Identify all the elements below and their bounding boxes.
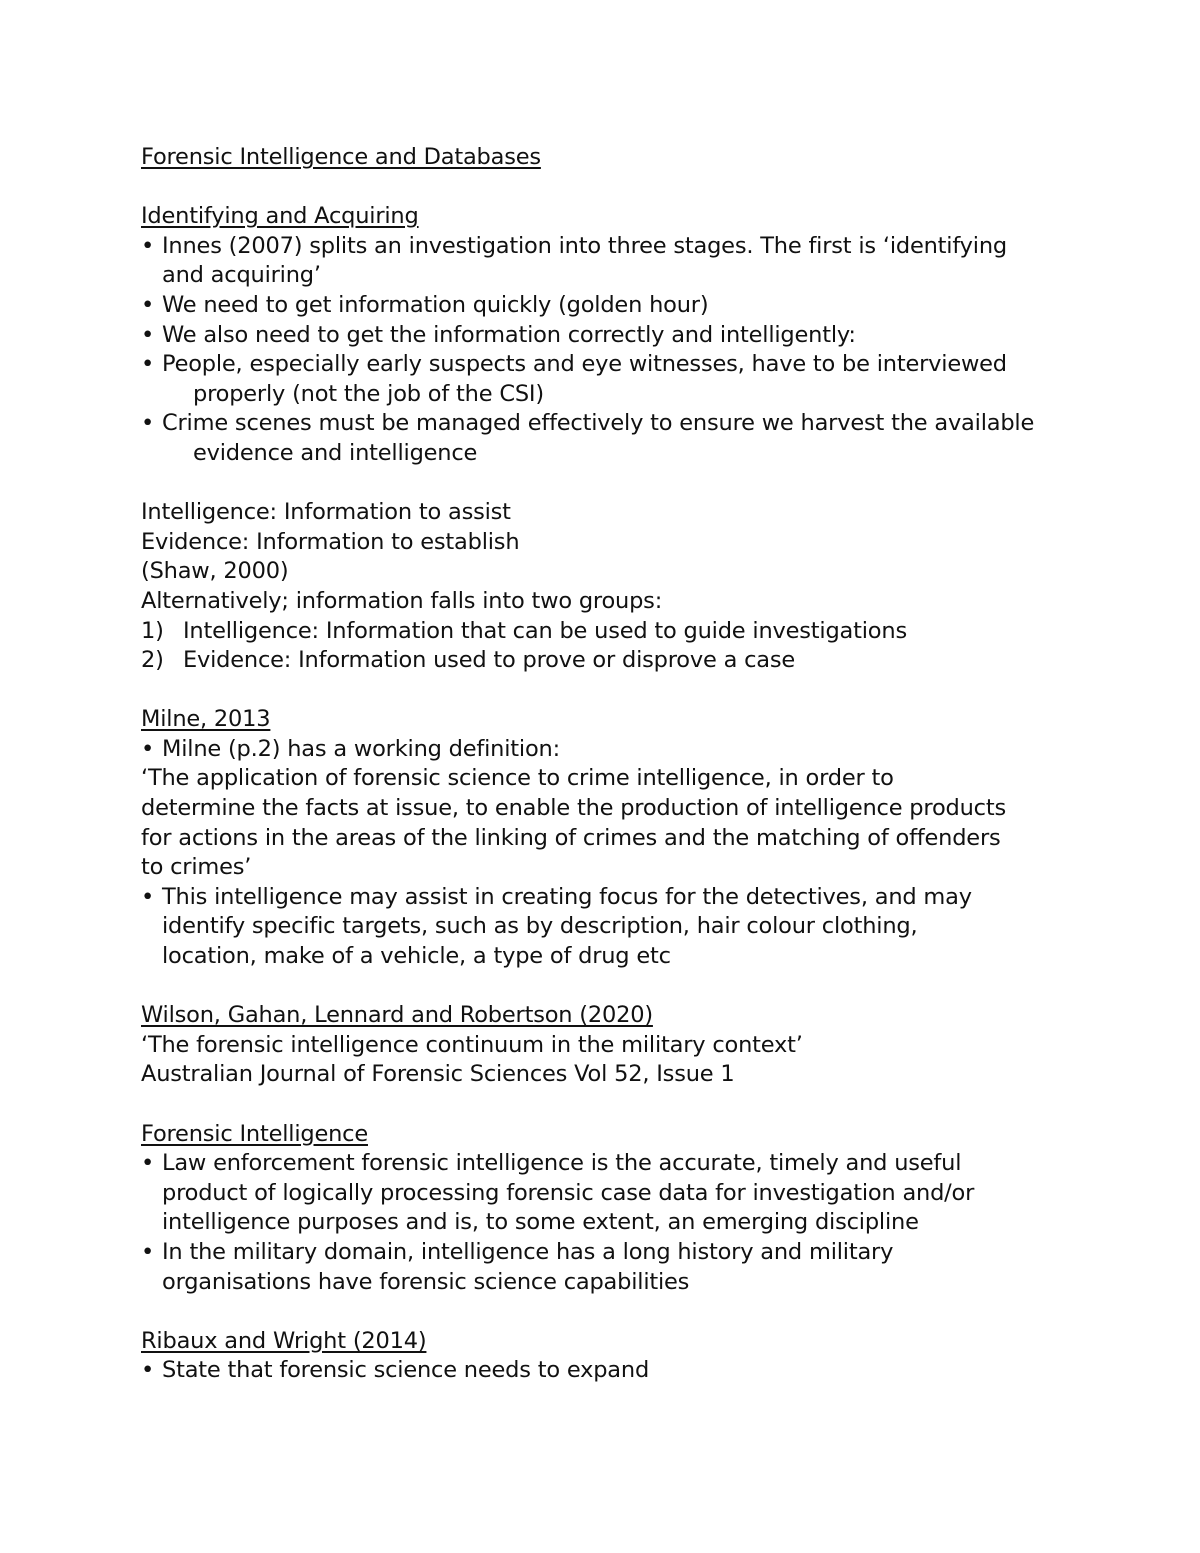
item-text: Intelligence: Information that can be used to guide investigations bbox=[183, 617, 907, 644]
document-title: Forensic Intelligence and Databases bbox=[141, 144, 541, 170]
document-page bbox=[141, 143, 1101, 1386]
text-line: Alternatively; information falls into two groups: bbox=[141, 587, 663, 614]
journal-reference: Australian Journal of Forensic Sciences Vol 52, Issue 1 bbox=[141, 1061, 735, 1088]
article-title: ‘The forensic intelligence continuum in the military context’ bbox=[141, 1031, 803, 1058]
section-heading-wilson: Wilson, Gahan, Lennard and Robertson (2020) bbox=[141, 1002, 653, 1029]
numbered-item bbox=[141, 646, 1101, 676]
item-number: 1) bbox=[141, 617, 164, 644]
section-heading-ribaux: Ribaux and Wright (2014) bbox=[141, 1327, 427, 1354]
bullet-continuation: product of logically processing forensic case data for investigation and/or bbox=[162, 1179, 975, 1206]
bullet-item: • People, especially early suspects and eye witnesses, have to be interviewed bbox=[141, 350, 1101, 380]
bullet-item: • Innes (2007) splits an investigation into three stages. The first is ‘identifying bbox=[141, 232, 1101, 262]
definition-evidence: Evidence: Information to establish bbox=[141, 528, 520, 555]
bullet-continuation: and acquiring’ bbox=[162, 262, 321, 289]
quote-line: determine the facts at issue, to enable the production of intelligence products bbox=[141, 795, 1006, 822]
spacer bbox=[141, 1297, 1101, 1327]
item-text: Evidence: Information used to prove or disprove a case bbox=[183, 647, 796, 674]
bullet-continuation: evidence and intelligence bbox=[193, 439, 478, 466]
bullet-item: • This intelligence may assist in creating focus for the detectives, and may bbox=[141, 883, 1101, 913]
spacer bbox=[141, 676, 1101, 706]
bullet-item: • State that forensic science needs to expand bbox=[141, 1356, 1101, 1386]
bullet-continuation: identify specific targets, such as by description, hair colour clothing, bbox=[162, 913, 918, 940]
numbered-item bbox=[141, 617, 1101, 647]
bullet-continuation: location, make of a vehicle, a type of drug etc bbox=[162, 943, 671, 970]
quote-line: for actions in the areas of the linking of crimes and the matching of offenders bbox=[141, 824, 1001, 851]
bullet-continuation: properly (not the job of the CSI) bbox=[193, 380, 544, 407]
bullet-item: • Crime scenes must be managed effectively to ensure we harvest the available bbox=[141, 409, 1101, 439]
item-number: 2) bbox=[141, 647, 164, 674]
spacer bbox=[141, 469, 1101, 499]
section-heading-forensic-intelligence: Forensic Intelligence bbox=[141, 1120, 368, 1147]
spacer bbox=[141, 173, 1101, 203]
quote-line: to crimes’ bbox=[141, 854, 252, 881]
bullet-item: • Law enforcement forensic intelligence is the accurate, timely and useful bbox=[141, 1149, 1101, 1179]
spacer bbox=[141, 972, 1101, 1002]
definition-intelligence: Intelligence: Information to assist bbox=[141, 499, 511, 526]
citation-shaw: (Shaw, 2000) bbox=[141, 558, 289, 585]
bullet-item: • We also need to get the information correctly and intelligently: bbox=[141, 321, 1101, 351]
bullet-continuation: organisations have forensic science capabilities bbox=[162, 1268, 690, 1295]
bullet-item: • Milne (p.2) has a working definition: bbox=[141, 735, 1101, 765]
quote-line: ‘The application of forensic science to crime intelligence, in order to bbox=[141, 765, 894, 792]
bullet-item: • In the military domain, intelligence has a long history and military bbox=[141, 1238, 1101, 1268]
section-heading-milne: Milne, 2013 bbox=[141, 706, 271, 733]
bullet-continuation: intelligence purposes and is, to some extent, an emerging discipline bbox=[162, 1209, 919, 1236]
section-heading-identifying: Identifying and Acquiring bbox=[141, 203, 419, 230]
bullet-item: • We need to get information quickly (golden hour) bbox=[141, 291, 1101, 321]
spacer bbox=[141, 1090, 1101, 1120]
